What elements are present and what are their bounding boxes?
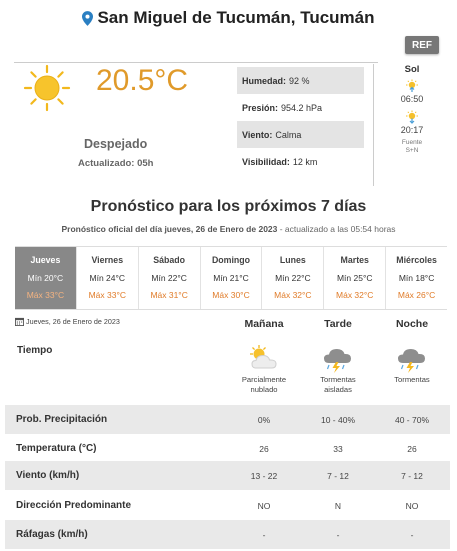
day-tab-miercoles[interactable]: Miércoles Mín 18°C Máx 26°C (385, 247, 447, 309)
sunrise-time: 06:50 (400, 94, 424, 104)
calendar-icon (15, 317, 24, 326)
sunset-time: 20:17 (400, 125, 424, 135)
period-night: Noche (395, 318, 429, 330)
period-afternoon: Tarde (324, 318, 352, 330)
current-temperature: 20.5°C (96, 64, 189, 97)
map-pin-icon (82, 11, 93, 26)
table-row: Viento (km/h) 13 - 22 7 - 12 7 - 12 (5, 461, 450, 490)
source-label: Fuente S+N (401, 139, 423, 154)
thunderstorm-icon (394, 343, 430, 373)
forecast-subtitle: Pronóstico oficial del día jueves, 26 de Enero de 2023 - actualizado a las 05:54 horas (61, 224, 396, 234)
sunrise-icon (405, 79, 419, 93)
sun-icon (22, 63, 72, 113)
visibility-row: Visibilidad: 12 km (242, 156, 318, 167)
tiempo-label: Tiempo (17, 345, 53, 356)
sunset-icon (405, 110, 419, 124)
day-tab-jueves[interactable]: Jueves Mín 20°C Máx 33°C (15, 247, 76, 309)
updated-time: Actualizado: 05h (78, 158, 154, 169)
forecast-title: Pronóstico para los próximos 7 días (90, 198, 367, 215)
day-tab-domingo[interactable]: Domingo Mín 21°C Máx 30°C (200, 247, 262, 309)
day-tab-lunes[interactable]: Lunes Mín 22°C Máx 32°C (261, 247, 323, 309)
day-tab-sabado[interactable]: Sábado Mín 22°C Máx 31°C (138, 247, 200, 309)
ref-button[interactable]: REF (405, 36, 439, 54)
sun-title: Sol (404, 64, 420, 75)
current-properties (237, 67, 364, 175)
table-row: Prob. Precipitación 0% 10 - 40% 40 - 70% (5, 405, 450, 434)
period-morning: Mañana (244, 318, 284, 330)
location-header (0, 6, 457, 30)
weather-desc-afternoon: Tormentas aisladas (320, 375, 356, 394)
table-row: Ráfagas (km/h) - - - (5, 520, 450, 549)
table-row: Dirección Predominante NO N NO (16, 500, 419, 511)
current-condition: Despejado (84, 137, 148, 151)
day-tab-viernes[interactable]: Viernes Mín 24°C Máx 33°C (76, 247, 138, 309)
day-tab-martes[interactable]: Martes Mín 25°C Máx 32°C (323, 247, 385, 309)
thunderstorm-icon (320, 343, 356, 373)
weather-desc-morning: Parcialmente nublado (241, 375, 287, 394)
day-tabs (15, 246, 447, 310)
table-row: Temperatura (°C) 26 33 26 (16, 443, 417, 454)
location-title: San Miguel de Tucumán, Tucumán (97, 8, 375, 27)
divider (373, 64, 374, 186)
pressure-row: Presión: 954.2 hPa (242, 102, 323, 113)
partly-cloudy-icon (246, 343, 282, 373)
sun-panel (380, 64, 444, 155)
wind-row: Viento: Calma (237, 121, 364, 148)
weather-desc-night: Tormentas (394, 375, 430, 384)
humidity-row: Humedad: 92 % (237, 67, 364, 94)
detail-date: Jueves, 26 de Enero de 2023 (15, 317, 120, 326)
